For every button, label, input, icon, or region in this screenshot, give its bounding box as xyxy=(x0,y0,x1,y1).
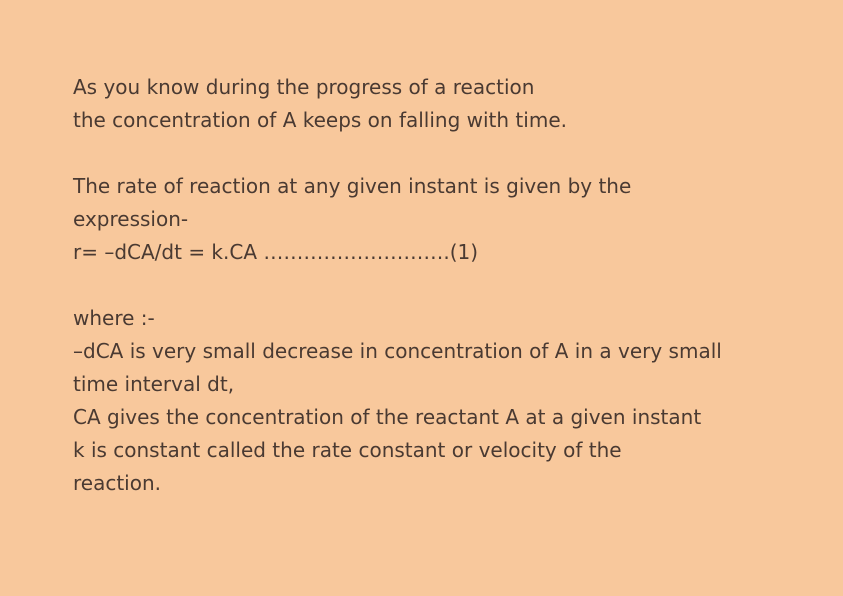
rate-expression-paragraph xyxy=(73,170,813,269)
text-line: k is constant called the rate constant or velocity of the xyxy=(73,438,622,462)
rate-equation: r= –dCA/dt = k.CA ……………………….(1) xyxy=(73,240,479,264)
definitions-paragraph xyxy=(73,302,813,500)
text-line: time interval dt, xyxy=(73,372,235,396)
intro-paragraph xyxy=(73,71,813,137)
text-line: CA gives the concentration of the reactant A at a given instant xyxy=(73,405,702,429)
text-line: where :- xyxy=(73,306,155,330)
text-line: the concentration of A keeps on falling with time. xyxy=(73,108,567,132)
text-line: reaction. xyxy=(73,471,162,495)
paragraph-spacer xyxy=(73,137,813,170)
text-line: expression- xyxy=(73,207,189,231)
text-line: –dCA is very small decrease in concentration of A in a very small xyxy=(73,339,722,363)
slide-body xyxy=(73,71,813,500)
text-line: The rate of reaction at any given instant is given by the xyxy=(73,174,632,198)
paragraph-spacer xyxy=(73,269,813,302)
text-line: As you know during the progress of a reaction xyxy=(73,75,535,99)
